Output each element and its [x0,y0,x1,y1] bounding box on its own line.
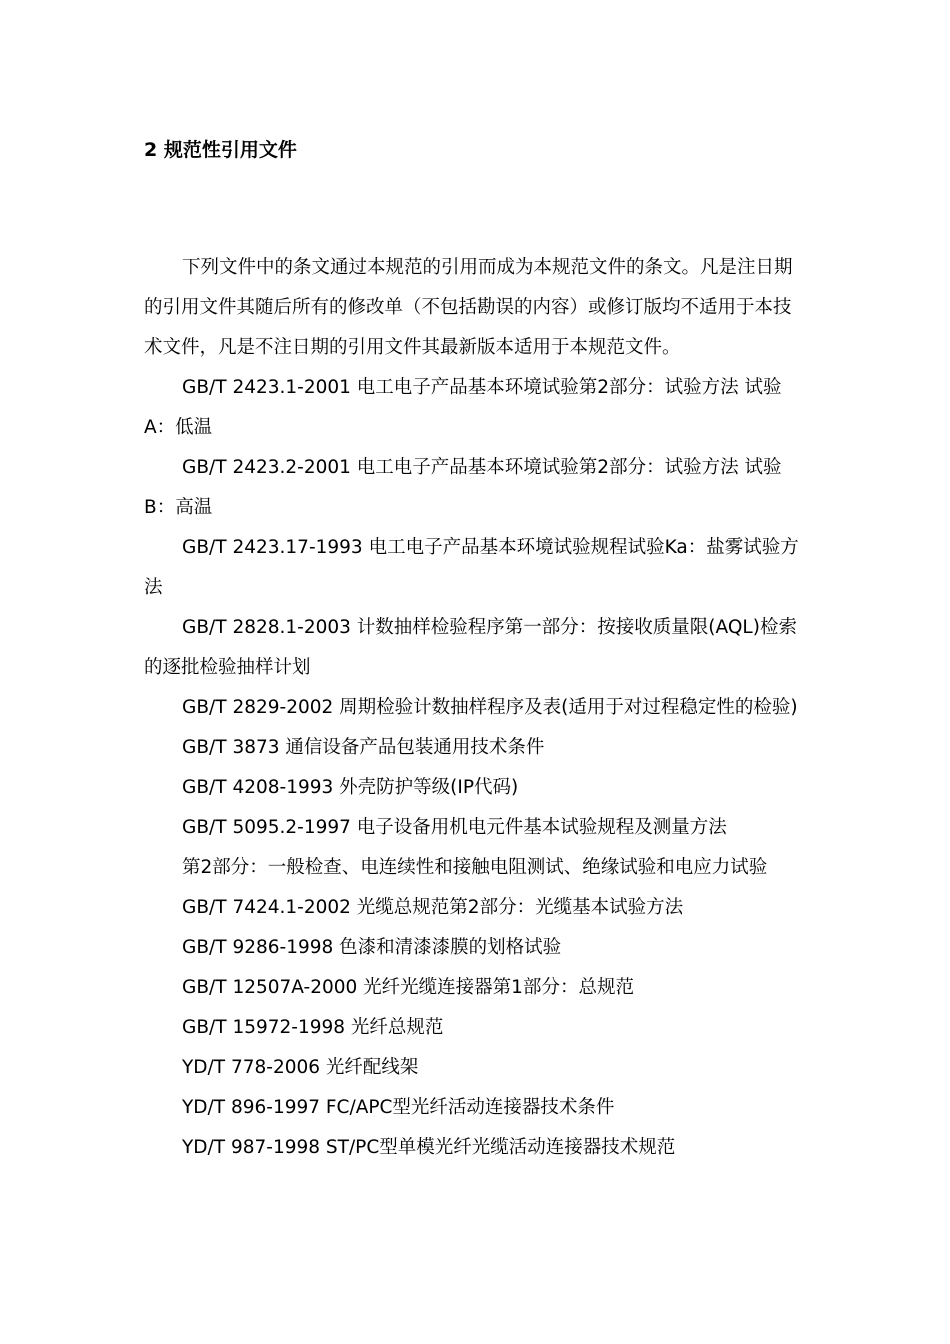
reference-item: GB/T 3873 通信设备产品包装通用技术条件 [182,737,545,758]
reference-item: YD/T 778-2006 光纤配线架 [182,1057,419,1078]
reference-item-continuation: 第2部分：一般检查、电连续性和接触电阻测试、绝缘试验和电应力试验 [182,857,768,878]
reference-item: YD/T 896-1997 FC/APC型光纤活动连接器技术条件 [182,1097,615,1118]
reference-item: GB/T 2423.1-2001 电工电子产品基本环境试验第2部分：试验方法 试验A：低温 [144,377,782,438]
reference-item: GB/T 2828.1-2003 计数抽样检验程序第一部分：按接收质量限(AQL)检索的逐批检验抽样计划 [144,617,797,678]
reference-item: GB/T 12507A-2000 光纤光缆连接器第1部分：总规范 [182,977,634,998]
section-heading: 2 规范性引用文件 [144,139,297,161]
reference-item: GB/T 2829-2002 周期检验计数抽样程序及表(适用于对过程稳定性的检验) [182,697,798,718]
reference-item: GB/T 5095.2-1997 电子设备用机电元件基本试验规程及测量方法 [182,817,727,838]
section-body [144,248,808,1168]
reference-item: GB/T 2423.2-2001 电工电子产品基本环境试验第2部分：试验方法 试验B：高温 [144,457,782,518]
reference-item: GB/T 15972-1998 光纤总规范 [182,1017,444,1038]
reference-item: GB/T 4208-1993 外壳防护等级(IP代码) [182,777,519,798]
intro-paragraph: 下列文件中的条文通过本规范的引用而成为本规范文件的条文。凡是注日期的引用文件其随后所有的修改单（不包括勘误的内容）或修订版均不适用于本技术文件，凡是不注日期的引用文件其最新版本适用于本规范文件。 [144,257,793,358]
reference-item: GB/T 9286-1998 色漆和清漆漆膜的划格试验 [182,937,562,958]
reference-item: YD/T 987-1998 ST/PC型单模光纤光缆活动连接器技术规范 [182,1137,676,1158]
reference-item: GB/T 2423.17-1993 电工电子产品基本环境试验规程试验Ka：盐雾试验方法 [144,537,799,598]
reference-item: GB/T 7424.1-2002 光缆总规范第2部分：光缆基本试验方法 [182,897,684,918]
